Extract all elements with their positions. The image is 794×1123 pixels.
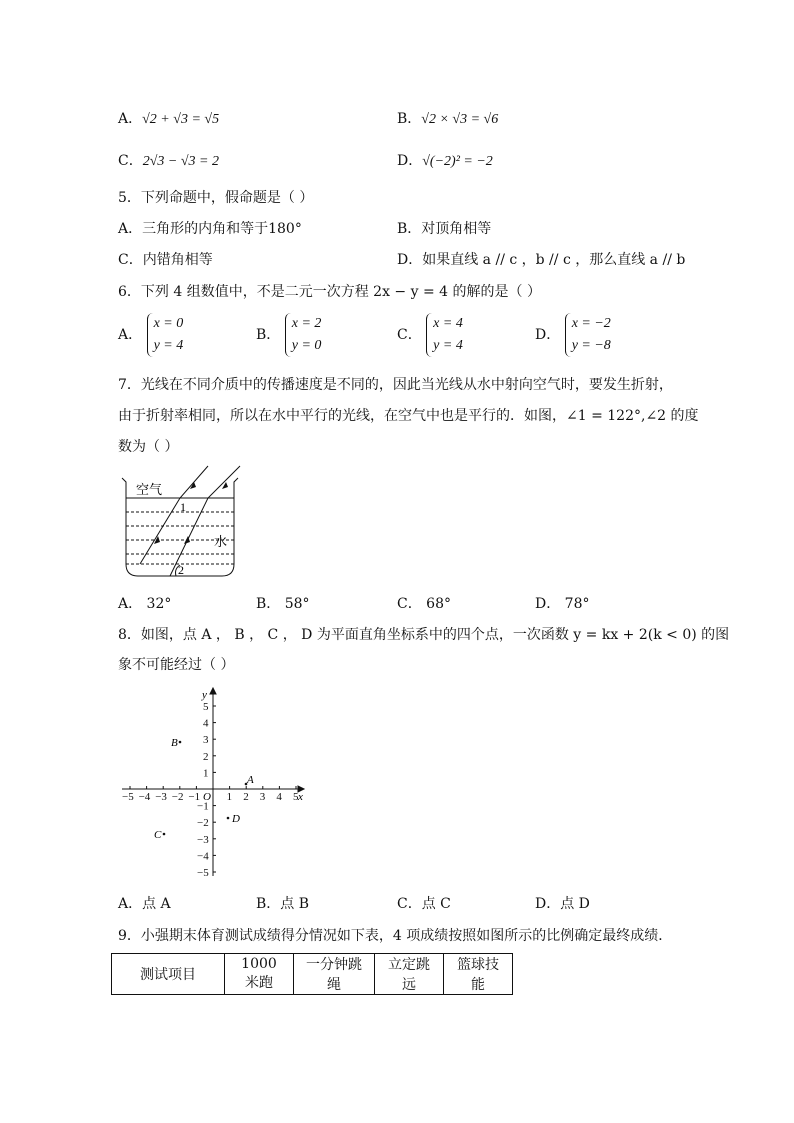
equation: x = 2	[291, 316, 322, 331]
y-tick-label: 4	[203, 717, 209, 730]
expression: √(−2)² = −2	[422, 154, 493, 169]
expression: √2 + √3 = √5	[142, 112, 220, 127]
equation-system	[565, 313, 611, 357]
q8-stem-line2: 象不可能经过（ ）	[118, 657, 235, 673]
score-table	[111, 953, 513, 995]
q8-option-d: D．点 D	[535, 896, 590, 912]
equation: x = 4	[433, 316, 463, 331]
equation: y = −8	[571, 338, 611, 353]
equation-system	[147, 313, 184, 357]
equation: y = 4	[153, 338, 184, 353]
x-tick-label: −5	[122, 791, 134, 803]
y-tick-label: −1	[197, 800, 209, 813]
air-label: 空气	[136, 483, 163, 498]
expression: 2√3 − √3 = 2	[142, 154, 219, 169]
point-c-label: C	[154, 829, 162, 841]
q6-stem: 6．下列 4 组数值中，不是二元一次方程 2x − y = 4 的解的是（ ）	[118, 284, 541, 300]
equation-system	[426, 313, 463, 357]
option-label: C．	[397, 327, 422, 343]
beaker-refraction-figure	[118, 464, 248, 580]
y-tick-label: 2	[203, 750, 209, 763]
y-tick-label: −3	[197, 833, 209, 846]
y-tick-label: 5	[203, 701, 209, 713]
point-a-label: A	[247, 774, 254, 786]
table-header-cell: 测试项目	[112, 954, 225, 995]
x-tick-label: 5	[293, 791, 299, 803]
q6-option-c	[397, 313, 463, 357]
q7-stem-line1: 7．光线在不同介质中的传播速度是不同的，因此当光线从水中射向空气时，要发生折射，	[118, 377, 673, 393]
q7-stem-line3: 数为（ ）	[118, 439, 179, 455]
q7-option-d: D． 78°	[535, 596, 590, 612]
x-tick-label: 2	[243, 791, 249, 803]
y-tick-label: 1	[203, 767, 209, 780]
q8-stem-line1: 8．如图，点 A ， B ， C ， D 为平面直角坐标系中的四个点，一次函数 y = kx + 2(k < 0) 的图	[118, 627, 730, 643]
option-label: A．	[118, 111, 143, 127]
option-label: D．	[397, 153, 423, 169]
option-label: B．	[397, 111, 422, 127]
angle-1-label: 1	[180, 500, 186, 514]
q5-option-c: C．内错角相等	[118, 252, 213, 268]
q6-option-a	[118, 313, 183, 357]
x-tick-label: −1	[188, 791, 201, 803]
point-c-marker	[163, 833, 166, 836]
option-label: C．	[118, 153, 143, 169]
y-tick-label: 3	[203, 734, 209, 747]
expression: √2 × √3 = √6	[421, 112, 499, 127]
x-tick-label: 4	[276, 791, 282, 803]
table-header-cell: 1000 米跑	[225, 954, 294, 995]
q6-option-d	[535, 313, 611, 357]
x-tick-label: 1	[226, 791, 233, 803]
q7-option-a: A． 32°	[118, 596, 172, 612]
equation-system	[285, 313, 322, 357]
q8-option-a: A．点 A	[118, 896, 171, 912]
point-d-marker	[227, 817, 230, 820]
equation: y = 0	[291, 338, 322, 353]
q6-option-b	[256, 313, 321, 357]
q8-option-b: B．点 B	[256, 896, 310, 912]
water-label: 水	[214, 535, 228, 550]
table-header-cell: 篮球技能	[444, 954, 513, 995]
y-axis-label: y	[202, 689, 207, 701]
x-axis-label: x	[298, 791, 303, 803]
q4-option-d	[397, 150, 493, 170]
q5-option-b: B．对顶角相等	[397, 221, 492, 237]
equation: x = 0	[153, 316, 184, 331]
x-tick-label: −3	[155, 791, 167, 803]
q4-option-b	[397, 108, 498, 128]
table-header-cell: 一分钟跳绳	[294, 954, 375, 995]
q9-stem: 9．小强期末体育测试成绩得分情况如下表，4 项成绩按照如图所示的比例确定最终成绩．	[118, 928, 673, 944]
table-header-row	[112, 954, 513, 995]
q7-option-b: B． 58°	[256, 596, 310, 612]
angle-2-label: 2	[178, 563, 184, 577]
q7-option-c: C． 68°	[397, 596, 451, 612]
table-header-cell: 立定跳远	[375, 954, 444, 995]
x-tick-label: −2	[171, 791, 184, 803]
q7-stem-line2: 由于折射率相同，所以在水中平行的光线，在空气中也是平行的．如图，∠1 = 122°,∠2 的度	[118, 408, 699, 424]
origin-label: O	[203, 791, 211, 803]
y-tick-label: −2	[197, 817, 209, 830]
q8-option-c: C．点 C	[397, 896, 451, 912]
y-tick-label: −4	[197, 850, 209, 863]
point-b-marker	[179, 741, 182, 744]
option-label: D．	[535, 327, 561, 343]
x-tick-label: −4	[138, 791, 151, 803]
equation: x = −2	[571, 316, 611, 331]
coordinate-plane-figure	[118, 684, 310, 878]
point-d-label: D	[232, 813, 240, 825]
option-label: A．	[118, 327, 143, 343]
q4-option-a	[118, 108, 219, 128]
x-tick-label: 3	[259, 791, 266, 803]
y-tick-label: −5	[197, 867, 209, 878]
q5-option-d: D．如果直线 a // c ，b // c ，那么直线 a // b	[397, 252, 686, 268]
q5-stem: 5．下列命题中，假命题是（ ）	[118, 190, 314, 206]
option-label: B．	[256, 327, 281, 343]
point-b-label: B	[171, 737, 178, 749]
q5-option-a: A．三角形的内角和等于180°	[118, 221, 302, 237]
q4-option-c	[118, 150, 219, 170]
equation: y = 4	[433, 338, 463, 353]
y-axis-arrow	[210, 688, 216, 694]
